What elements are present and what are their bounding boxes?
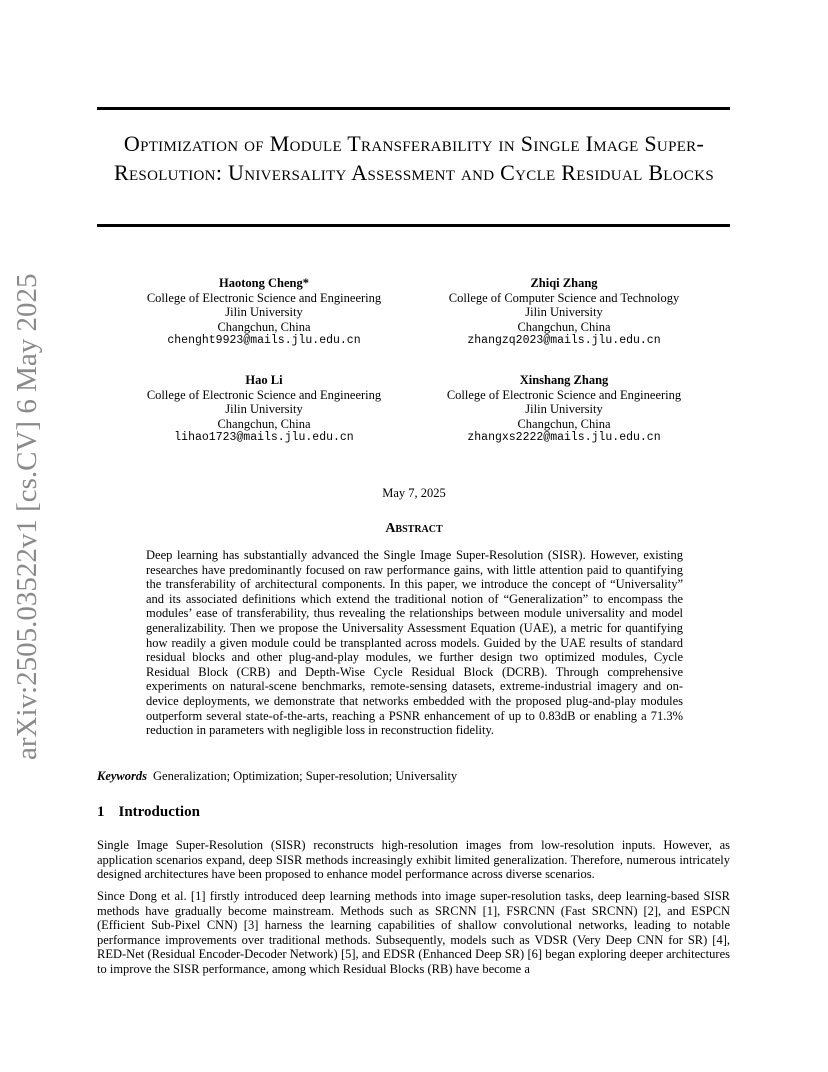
author-location: Changchun, China [217, 416, 311, 431]
author-university: Jilin University [225, 305, 303, 320]
author-location: Changchun, China [217, 319, 311, 334]
author-affiliation: College of Electronic Science and Engineering [146, 387, 382, 402]
section-heading [97, 804, 200, 821]
author-block [414, 276, 714, 349]
author-affiliation: College of Electronic Science and Engineering [146, 290, 382, 305]
author-email[interactable]: chenght9923@mails.jlu.edu.cn [167, 334, 361, 348]
author-block [114, 276, 414, 349]
author-email[interactable]: lihao1723@mails.jlu.edu.cn [174, 431, 354, 445]
paper-title: Optimization of Module Transferability in Single Image Super-Resolution: Universality Assessment and Cycle Residual Blocks [113, 131, 714, 185]
author-block [114, 373, 414, 446]
title-top-rule [97, 107, 730, 110]
keywords-text: Generalization; Optimization; Super-resolution; Universality [153, 769, 458, 783]
section-title: Introduction [118, 804, 200, 820]
author-name: Hao Li [245, 373, 283, 387]
author-university: Jilin University [225, 402, 303, 417]
keywords-line [97, 769, 730, 784]
author-university: Jilin University [525, 402, 603, 417]
author-name: Xinshang Zhang [519, 373, 609, 387]
author-university: Jilin University [525, 305, 603, 320]
body-paragraph: Since Dong et al. [1] firstly introduced deep learning methods into image super-resolution tasks, deep learning-based SISR methods have gradually become mainstream. Methods such as SRCNN [1], FSRCNN (Fast SRCNN) [2], and ESPCN (Efficient Sub-Pixel CNN) [3] harness the learning capabilities of shallow convolutional networks, leading to notable performance improvements over traditional methods. Subsequently, models such as VDSR (Very Deep CNN for SR) [4], RED-Net (Residual Encoder-Decoder Network) [5], and EDSR (Enhanced Deep SR) [6] began exploring deeper architectures to improve the SISR performance, among which Residual Blocks (RB) have become a [97, 889, 730, 976]
author-name: Zhiqi Zhang [530, 276, 598, 290]
title-bottom-rule [97, 224, 730, 227]
author-email[interactable]: zhangzq2023@mails.jlu.edu.cn [467, 334, 661, 348]
author-email[interactable]: zhangxs2222@mails.jlu.edu.cn [467, 431, 661, 445]
body-paragraph: Single Image Super-Resolution (SISR) reconstructs high-resolution images from low-resolution inputs. However, as application scenarios expand, deep SISR methods increasingly exhibit limited generalization. Therefore, numerous intricately designed architectures have been proposed to enhance model performance across diverse scenarios. [97, 838, 730, 882]
keywords-label: Keywords [97, 769, 147, 783]
author-block [414, 373, 714, 446]
abstract-text: Deep learning has substantially advanced the Single Image Super-Resolution (SISR). However, existing researches have predominantly focused on raw performance gains, with little attention paid to quantifying the transferability of architectural components. In this paper, we introduce the concept of “Universality” and its associated definitions which extend the traditional notion of “Generalization” to encompass the modules’ ease of transferability, thus revealing the relationships between module universality and model generalizability. Then we propose the Universality Assessment Equation (UAE), a metric for quantifying how readily a given module could be transplanted across models. Guided by the UAE results of standard residual blocks and other plug-and-play modules, we further design two optimized modules, Cycle Residual Block (CRB) and Depth-Wise Cycle Residual Block (DCRB). Through comprehensive experiments on natural-scene benchmarks, remote-sensing datasets, extreme-industrial imagery and on-device deployments, we demonstrate that networks embedded with the proposed plug-and-play modules outperform several state-of-the-arts, reaching a PSNR enhancement of up to 0.83dB or enabling a 71.3% reduction in parameters with negligible loss in reconstruction fidelity. [146, 548, 683, 738]
author-affiliation: College of Electronic Science and Engineering [446, 387, 682, 402]
arxiv-identifier-stamp: arXiv:2505.03522v1 [cs.CV] 6 May 2025 [11, 273, 43, 760]
author-name: Haotong Cheng* [219, 276, 309, 290]
publication-date: May 7, 2025 [382, 486, 446, 500]
author-affiliation: College of Computer Science and Technology [448, 290, 680, 305]
section-number: 1 [97, 804, 105, 820]
author-location: Changchun, China [517, 319, 611, 334]
abstract-heading: Abstract [385, 521, 443, 536]
author-location: Changchun, China [517, 416, 611, 431]
